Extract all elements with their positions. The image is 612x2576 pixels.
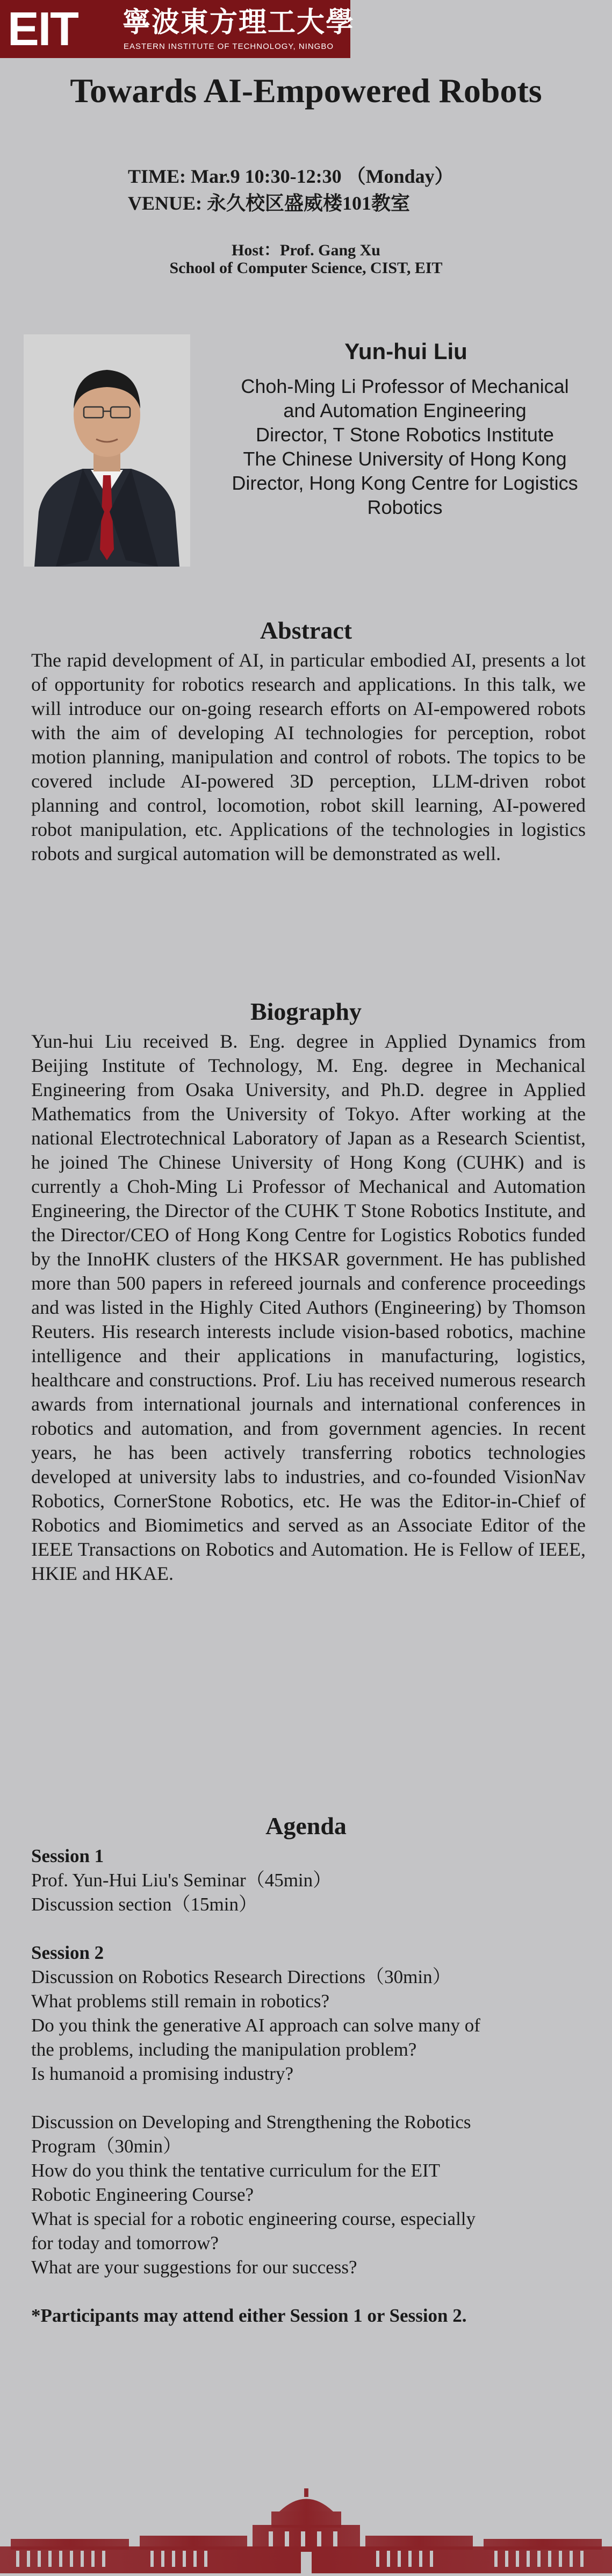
agenda-item: Robotic Engineering Course? (31, 2184, 254, 2205)
university-name-chinese: 寧波東方理工大學 (123, 6, 355, 39)
speaker-portrait-icon (24, 334, 190, 567)
speaker-photo (24, 334, 190, 567)
campus-skyline (0, 2487, 612, 2573)
agenda-item: What are your suggestions for our success? (31, 2257, 357, 2278)
speaker-title-line: Robotics (367, 496, 443, 518)
agenda-item: Discussion section（15min） (31, 1894, 257, 1915)
agenda-item: for today and tomorrow? (31, 2232, 219, 2253)
agenda-heading: Agenda (265, 1812, 347, 1840)
abstract-text: The rapid development of AI, in particular embodied AI, presents a lot of opportunity for robotics research and applications. In this talk, we will introduce our on-going research efforts on AI-empowered robots with the aim of developing AI technologies for perception, robot motion planning, manipulation and control of robots. The topics to be covered include AI-powered 3D perception, LLM-driven robot planning and control, locomotion, robot skill learning, AI-powered robot manipulation, etc. Applications of the technologies in logistics robots and surgical automation will be demonstrated as well. (31, 649, 586, 864)
agenda-item: What is special for a robotic engineering course, especially (31, 2208, 476, 2229)
agenda-item: Do you think the generative AI approach can solve many of (31, 2015, 480, 2036)
header-logo-bar (0, 0, 355, 58)
event-venue: VENUE: 永久校区盛威楼101教室 (128, 192, 411, 214)
event-time: TIME: Mar.9 10:30-12:30 （Monday） (128, 166, 454, 187)
agenda-item: How do you think the tentative curriculum for the EIT (31, 2160, 441, 2181)
session-2-label: Session 2 (31, 1942, 104, 1963)
speaker-title-line: Director, T Stone Robotics Institute (256, 424, 554, 446)
host-school: School of Computer Science, CIST, EIT (169, 259, 443, 277)
speaker-titles (198, 374, 612, 519)
speaker-title-line: The Chinese University of Hong Kong (243, 448, 567, 470)
event-title: Towards AI-Empowered Robots (70, 71, 542, 110)
participation-note: *Participants may attend either Session 1 or Session 2. (31, 2305, 467, 2326)
speaker-title-line: Choh-Ming Li Professor of Mechanical (241, 375, 569, 397)
agenda-item: Program（30min） (31, 2136, 182, 2157)
eit-logo: EIT (8, 2, 78, 55)
university-name-english: EASTERN INSTITUTE OF TECHNOLOGY, NINGBO (124, 42, 334, 51)
speaker-title-line: and Automation Engineering (283, 399, 527, 421)
agenda-item: Discussion on Developing and Strengthening the Robotics (31, 2112, 471, 2133)
biography-heading: Biography (250, 998, 362, 1025)
speaker-name: Yun-hui Liu (344, 339, 467, 364)
agenda-item: What problems still remain in robotics? (31, 1991, 330, 2012)
event-host: Host：Prof. Gang Xu (232, 241, 380, 259)
agenda-item: Is humanoid a promising industry? (31, 2063, 294, 2084)
agenda-item: Prof. Yun-Hui Liu's Seminar（45min） (31, 1870, 332, 1891)
agenda-body (31, 1844, 595, 2328)
speaker-title-line: Director, Hong Kong Centre for Logistics (232, 472, 578, 494)
agenda-item: the problems, including the manipulation problem? (31, 2039, 417, 2060)
biography-text: Yun-hui Liu received B. Eng. degree in Applied Dynamics from Beijing Institute of Technology, M. Eng. degree in Mechanical Engineering from Osaka University, and Ph.D. degree in Applied Mathematics from the University of Tokyo. After working at the national Electrotechnical Laboratory of Japan as a Research Scientist, he joined The Chinese University of Hong Kong (CUHK) and is currently a Choh-Ming Li Professor of Mechanical and Automation Engineering, the Director of the CUHK T Stone Robotics Institute, and the Director/CEO of Hong Kong Centre for Logistics Robotics funded by the InnoHK clusters of the HKSAR government. He has published more than 500 papers in refereed journals and conference proceedings and was listed in the Highly Cited Authors (Engineering) by Thomson Reuters. His research interests include vision-based robotics, machine intelligence and their applications in manufacturing, logistics, healthcare and constructions. Prof. Liu has received numerous research awards from international journals and international conferences in robotics and automation, and from government agencies. In recent years, he has been actively transferring robotics technologies developed at university labs to industries, and co-founded VisionNav Robotics, CornerStone Robotics, etc. He was the Editor-in-Chief of Robotics and Biomimetics and served as an Associate Editor of the IEEE Transactions on Robotics and Automation. He is Fellow of IEEE, HKIE and HKAE. (31, 1031, 586, 1584)
session-1-label: Session 1 (31, 1845, 104, 1866)
campus-building-icon (0, 2487, 612, 2573)
abstract-heading: Abstract (260, 617, 352, 644)
agenda-item: Discussion on Robotics Research Directions（30min） (31, 1966, 451, 1987)
